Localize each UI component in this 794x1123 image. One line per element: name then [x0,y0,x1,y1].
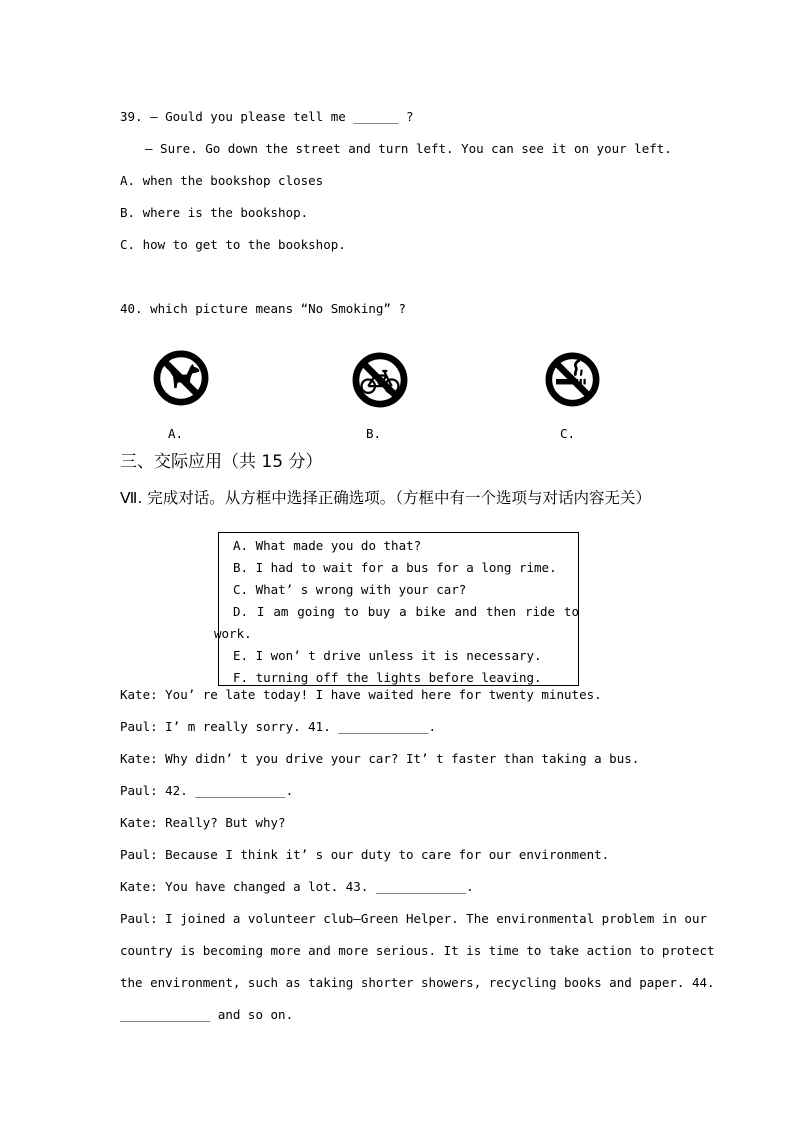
no-smoking-icon [545,352,600,407]
question-39-option-b: B. where is the bookshop. [120,205,309,220]
dialogue-line-kate-3: Kate: Really? But why? [120,815,286,830]
no-dogs-icon [153,350,209,406]
picture-label-b: B. [366,426,382,441]
dialogue-line-kate-2: Kate: Why didn’ t you drive your car? It’ t faster than taking a bus. [120,751,640,766]
dialogue-line-paul-4-cont-3: ____________ and so on. [120,1007,294,1022]
box-option-f: F. turning off the lights before leaving. [233,670,542,685]
options-box [214,532,579,686]
dialogue-line-paul-1: Paul: I’ m really sorry. 41. ____________. [120,719,437,734]
question-40-prompt: 40. which picture means “No Smoking” ? [120,301,406,316]
question-39-option-c: C. how to get to the bookshop. [120,237,346,252]
picture-label-a: A. [168,426,184,441]
dialogue-line-paul-2: Paul: 42. ____________. [120,783,294,798]
box-option-e: E. I won’ t drive unless it is necessary. [233,648,542,663]
box-option-d-continuation: work. [214,626,252,641]
dialogue-line-paul-4: Paul: I joined a volunteer club—Green Helper. The environmental problem in our [120,911,707,926]
section-heading: 三、交际应用（共 15 分） [120,452,323,472]
box-option-b: B. I had to wait for a bus for a long rime. [233,560,557,575]
dialogue-line-paul-4-cont-2: the environment, such as taking shorter showers, recycling books and paper. 44. [120,975,715,990]
question-39-option-a: A. when the bookshop closes [120,173,324,188]
box-option-c: C. What’ s wrong with your car? [233,582,467,597]
dialogue-line-paul-4-cont-1: country is becoming more and more serious. It is time to take action to protect [120,943,715,958]
no-bicycles-sign [352,352,408,408]
section-instruction: Ⅶ. 完成对话。从方框中选择正确选项。（方框中有一个选项与对话内容无关） [120,489,651,507]
no-bicycles-icon [352,352,408,408]
dialogue-line-paul-3: Paul: Because I think it’ s our duty to care for our environment. [120,847,610,862]
dialogue-line-kate-1: Kate: You’ re late today! I have waited here for twenty minutes. [120,687,602,702]
no-smoking-sign [545,352,600,407]
question-39-reply: – Sure. Go down the street and turn left. You can see it on your left. [145,141,672,156]
box-option-d: D. I am going to buy a bike and then ride to [233,604,579,619]
question-39-prompt: 39. – Gould you please tell me ______ ? [120,109,414,124]
box-option-a: A. What made you do that? [233,538,422,553]
no-dogs-sign [153,350,209,406]
dialogue-line-kate-4: Kate: You have changed a lot. 43. ____________. [120,879,474,894]
picture-label-c: C. [560,426,576,441]
